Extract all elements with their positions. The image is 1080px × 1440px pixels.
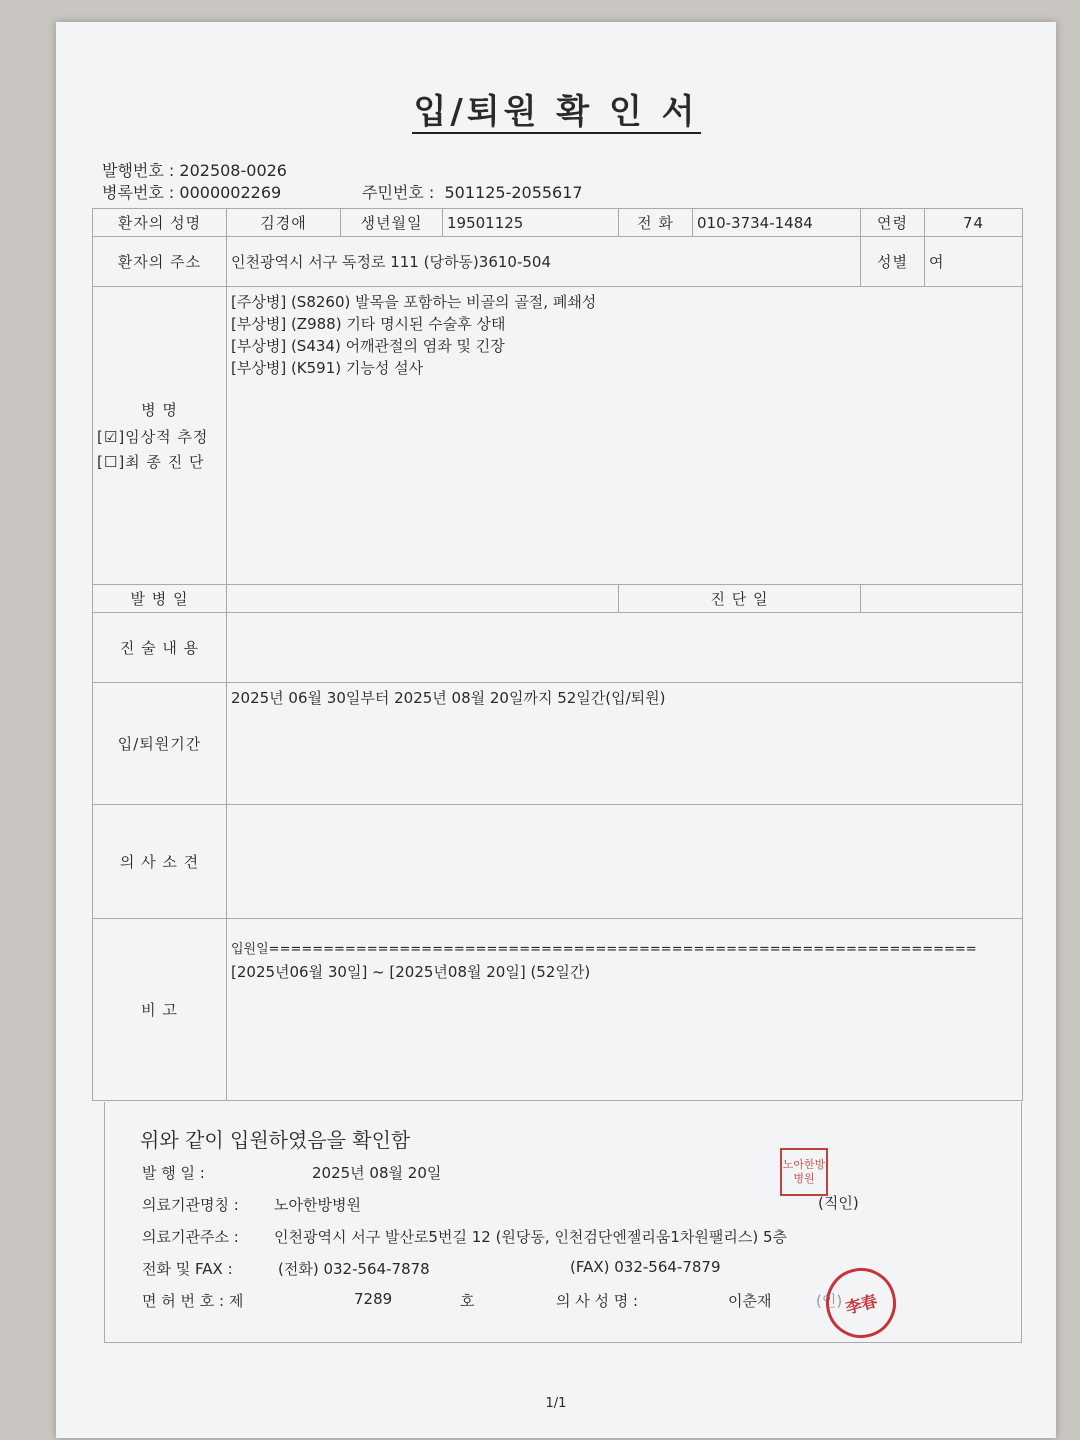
clinical-option: [☑]임상적 추정 <box>97 428 209 446</box>
diagnosis-label-cell <box>93 287 227 585</box>
address-label: 환자의 주소 <box>93 237 227 287</box>
phone-value: 010-3734-1484 <box>693 209 861 237</box>
diagnosis-item: [부상병] (K591) 기능성 설사 <box>231 359 424 377</box>
page-number: 1/1 <box>545 1396 567 1411</box>
statement-value <box>227 613 1023 683</box>
hospital-seal-stamp: 노아한방병원 <box>780 1148 828 1196</box>
diagnosis-item: [부상병] (S434) 어깨관절의 염좌 및 긴장 <box>231 337 505 355</box>
address-value: 인천광역시 서구 독정로 111 (당하동)3610-504 <box>227 237 861 287</box>
license-suffix: 호 <box>460 1292 475 1310</box>
doctor-name-label: 의 사 성 명 : <box>556 1292 639 1310</box>
seal-label: (직인) <box>818 1194 859 1212</box>
diagnosis-item: [주상병] (S8260) 발목을 포함하는 비골의 골절, 폐쇄성 <box>231 293 597 311</box>
institution-address: 인천광역시 서구 발산로5번길 12 (원당동, 인천검단엔젤리움1차원팰리스) 5층 <box>274 1228 788 1246</box>
record-number: 병록번호 : 0000002269 <box>102 183 282 202</box>
clinical-checkbox[interactable]: ☑ <box>103 428 119 446</box>
final-checkbox[interactable]: ☐ <box>103 453 119 471</box>
age-label: 연령 <box>861 209 925 237</box>
tel-value: (전화) 032-564-7878 <box>278 1260 430 1278</box>
license-number: 7289 <box>354 1290 393 1308</box>
age-value: 74 <box>925 209 1023 237</box>
confirm-statement: 위와 같이 입원하였음을 확인함 <box>140 1128 411 1152</box>
opinion-value <box>227 805 1023 919</box>
diagnosis-item: [부상병] (Z988) 기타 명시된 수술후 상태 <box>231 315 506 333</box>
institution-address-label: 의료기관주소 : <box>142 1228 239 1246</box>
remarks-value <box>227 919 1023 1101</box>
issue-date-label: 발 행 일 : <box>142 1164 205 1182</box>
sex-value: 여 <box>925 237 1023 287</box>
final-option: [☐]최 종 진 단 <box>97 453 205 471</box>
onset-label: 발 병 일 <box>93 585 227 613</box>
remarks-line: [2025년06월 30일] ~ [2025년08월 20일] (52일간) <box>231 963 591 981</box>
remarks-label: 비 고 <box>93 919 227 1101</box>
document-page <box>56 22 1056 1438</box>
tel-fax-label: 전화 및 FAX : <box>142 1260 233 1278</box>
remarks-line: 입원일================================================================= <box>231 942 977 957</box>
period-label: 입/퇴원기간 <box>93 683 227 805</box>
diagnosis-date-label: 진 단 일 <box>619 585 861 613</box>
fax-value: (FAX) 032-564-7879 <box>570 1258 721 1276</box>
diagnosis-label: 병 명 <box>141 401 178 419</box>
doctor-seal-stamp: 李春 <box>818 1260 904 1346</box>
patient-name: 김경애 <box>227 209 341 237</box>
diagnosis-date-value <box>861 585 1023 613</box>
statement-label: 진 술 내 용 <box>93 613 227 683</box>
sex-label: 성별 <box>861 237 925 287</box>
birth-value: 19501125 <box>443 209 619 237</box>
document-title: 입/퇴원 확 인 서 <box>413 92 699 132</box>
institution-name: 노아한방병원 <box>274 1196 361 1214</box>
issue-number: 발행번호 : 202508-0026 <box>102 161 287 180</box>
diagnosis-list <box>227 287 1023 585</box>
license-label: 면 허 번 호 : 제 <box>142 1292 244 1310</box>
patient-name-label: 환자의 성명 <box>93 209 227 237</box>
issue-date: 2025년 08월 20일 <box>312 1164 442 1182</box>
period-value: 2025년 06월 30일부터 2025년 08월 20일까지 52일간(입/퇴원) <box>227 683 1023 805</box>
institution-name-label: 의료기관명칭 : <box>142 1196 239 1214</box>
birth-label: 생년월일 <box>341 209 443 237</box>
signature-hint: (인) <box>816 1292 843 1310</box>
resident-number: 주민번호 : 501125-2055617 <box>362 183 583 202</box>
onset-value <box>227 585 619 613</box>
confirmation-form-table <box>92 208 1023 1101</box>
doctor-name: 이춘재 <box>728 1292 772 1310</box>
phone-label: 전 화 <box>619 209 693 237</box>
opinion-label: 의 사 소 견 <box>93 805 227 919</box>
